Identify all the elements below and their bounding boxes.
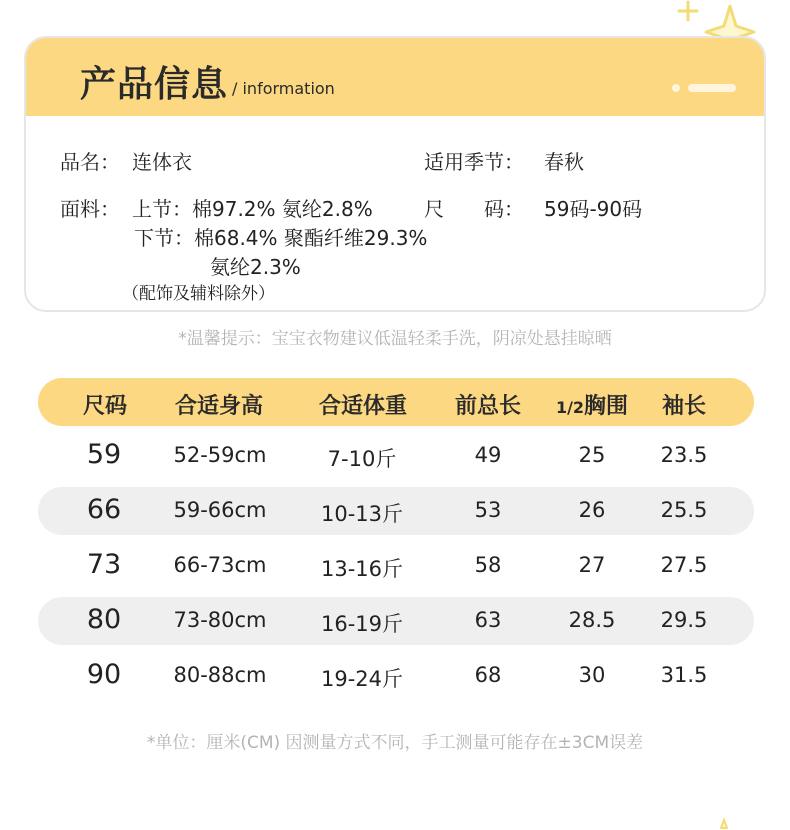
- cell-sleeve-length: 27.5: [660, 553, 708, 577]
- fabric-note: （配饰及辅料除外）: [122, 284, 275, 304]
- header-half-chest: [556, 389, 628, 420]
- cell-half-chest: 27: [578, 553, 606, 577]
- cell-front-length: 53: [474, 498, 502, 522]
- cell-front-length: 49: [474, 443, 502, 467]
- cell-sleeve-length: 31.5: [660, 663, 708, 687]
- cell-size: 80: [86, 604, 122, 635]
- cell-weight: 7-10斤: [327, 447, 397, 471]
- fabric-label: 面料：: [60, 197, 120, 221]
- product-name-value: 连体衣: [132, 150, 192, 174]
- cell-sleeve-length: 25.5: [660, 498, 708, 522]
- cell-sleeve-length: 23.5: [660, 443, 708, 467]
- cell-height: 59-66cm: [173, 498, 267, 522]
- cell-height: 66-73cm: [173, 553, 267, 577]
- decorative-line: [688, 84, 736, 92]
- care-note: *温馨提示：宝宝衣物建议低温轻柔手洗，阴凉处悬挂晾晒: [178, 329, 612, 349]
- sparkle-star-icon: [712, 818, 736, 830]
- cell-size: 73: [86, 549, 122, 580]
- cell-height: 80-88cm: [173, 663, 267, 687]
- header-size: 尺码: [82, 394, 128, 419]
- cell-size: 66: [86, 494, 122, 525]
- cell-front-length: 63: [474, 608, 502, 632]
- header-height: 合适身高: [174, 394, 264, 419]
- cell-front-length: 68: [474, 663, 502, 687]
- cell-weight: 19-24斤: [320, 667, 404, 691]
- cell-sleeve-length: 29.5: [660, 608, 708, 632]
- cell-height: 73-80cm: [173, 608, 267, 632]
- fabric-lower-2: 氨纶2.3%: [210, 255, 301, 279]
- size-range-value: 59码-90码: [544, 197, 643, 221]
- cell-weight: 10-13斤: [320, 502, 404, 526]
- decorative-dot: [672, 84, 680, 92]
- cell-half-chest: 30: [578, 663, 606, 687]
- cell-half-chest: 25: [578, 443, 606, 467]
- card-header: [26, 38, 764, 116]
- product-name-label: 品名：: [60, 150, 120, 174]
- cell-size: 59: [86, 439, 122, 470]
- season-label: 适用季节：: [424, 150, 524, 174]
- cell-height: 52-59cm: [173, 443, 267, 467]
- header-half-chest-label: 胸围: [584, 394, 629, 419]
- size-range-label: 尺 码：: [424, 197, 524, 221]
- cell-weight: 13-16斤: [320, 557, 404, 581]
- header-weight: 合适体重: [318, 394, 408, 419]
- card-title: 产品信息: [80, 64, 229, 105]
- fabric-upper: 上节：棉97.2% 氨纶2.8%: [132, 197, 373, 221]
- header-front-length: 前总长: [454, 394, 522, 419]
- card-subtitle: / information: [232, 79, 335, 98]
- unit-note: *单位：厘米(CM) 因测量方式不同，手工测量可能存在±3CM误差: [146, 733, 644, 753]
- header-sleeve-length: 袖长: [661, 394, 707, 419]
- cell-weight: 16-19斤: [320, 612, 404, 636]
- header-half-chest-fraction: 1/2: [555, 398, 585, 417]
- cell-half-chest: 28.5: [568, 608, 616, 632]
- fabric-lower: 下节：棉68.4% 聚酯纤维29.3%: [134, 226, 428, 250]
- cell-half-chest: 26: [578, 498, 606, 522]
- cell-size: 90: [86, 659, 122, 690]
- cell-front-length: 58: [474, 553, 502, 577]
- season-value: 春秋: [544, 150, 584, 174]
